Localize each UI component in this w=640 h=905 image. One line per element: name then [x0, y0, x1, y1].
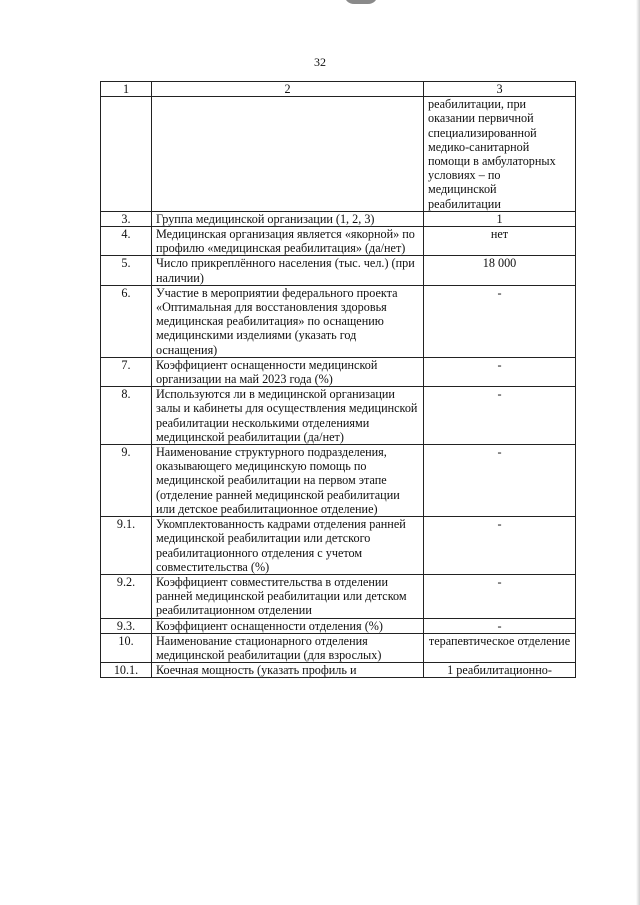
row-text: Наименование стационарного отделения медицинской реабилитации (для взрослых)	[152, 633, 424, 662]
row-text	[152, 97, 424, 212]
table-row	[101, 517, 576, 575]
row-text: Укомплектованность кадрами отделения ранней медицинской реабилитации или детского реабилитационного отделения с учетом совместительства (%)	[152, 517, 424, 575]
row-text: Участие в мероприятии федерального проекта «Оптимальная для восстановления здоровья медицинская реабилитация» по оснащению медицинскими изделиями (указать год оснащения)	[152, 285, 424, 357]
header-cell-2: 2	[152, 82, 424, 97]
table-row	[101, 618, 576, 633]
row-text: Число прикреплённого населения (тыс. чел.) (при наличии)	[152, 256, 424, 285]
row-value: -	[424, 574, 576, 618]
row-value: -	[424, 357, 576, 386]
table-row	[101, 663, 576, 678]
row-number: 5.	[101, 256, 152, 285]
row-number: 9.3.	[101, 618, 152, 633]
row-number: 3.	[101, 211, 152, 226]
table-row	[101, 97, 576, 212]
table-header-row	[101, 82, 576, 97]
row-text: Используются ли в медицинской организации залы и кабинеты для осуществления медицинской реабилитации несколькими отделениями медицинской реабилитации (да/нет)	[152, 387, 424, 445]
row-number: 6.	[101, 285, 152, 357]
row-value: 18 000	[424, 256, 576, 285]
table-row	[101, 445, 576, 517]
scan-mark	[344, 0, 378, 4]
table-row	[101, 387, 576, 445]
row-number: 10.	[101, 633, 152, 662]
row-value: 1 реабилитационно-	[424, 663, 576, 678]
data-table	[100, 81, 576, 678]
row-value: -	[424, 618, 576, 633]
table-row	[101, 256, 576, 285]
row-number: 10.1.	[101, 663, 152, 678]
row-value: терапевтическое отделение	[424, 633, 576, 662]
table-row	[101, 574, 576, 618]
row-value: нет	[424, 227, 576, 256]
row-text: Коэффициент оснащенности отделения (%)	[152, 618, 424, 633]
row-number	[101, 97, 152, 212]
table-row	[101, 285, 576, 357]
row-value: -	[424, 387, 576, 445]
row-number: 8.	[101, 387, 152, 445]
row-text: Коечная мощность (указать профиль и	[152, 663, 424, 678]
table-row	[101, 633, 576, 662]
row-number: 7.	[101, 357, 152, 386]
row-number: 4.	[101, 227, 152, 256]
row-text: Наименование структурного подразделения, оказывающего медицинскую помощь по медицинской реабилитации на первом этапе (отделение ранней медицинской реабилитации или детское реабилитационное отделение)	[152, 445, 424, 517]
row-value: -	[424, 285, 576, 357]
table-row	[101, 357, 576, 386]
row-value: реабилитации, при оказании первичной специализированной медико-санитарной помощи в амбулаторных условиях – по медицинской реабилитации	[424, 97, 576, 212]
row-text: Медицинская организация является «якорной» по профилю «медицинская реабилитация» (да/нет)	[152, 227, 424, 256]
row-text: Коэффициент совместительства в отделении ранней медицинской реабилитации или детском реабилитационном отделении	[152, 574, 424, 618]
row-text: Коэффициент оснащенности медицинской организации на май 2023 года (%)	[152, 357, 424, 386]
page-number: 32	[314, 55, 326, 69]
row-number: 9.2.	[101, 574, 152, 618]
row-value: -	[424, 445, 576, 517]
table-row	[101, 227, 576, 256]
table-row	[101, 211, 576, 226]
scan-edge	[636, 0, 640, 905]
row-value: 1	[424, 211, 576, 226]
header-cell-3: 3	[424, 82, 576, 97]
row-value: -	[424, 517, 576, 575]
header-cell-1: 1	[101, 82, 152, 97]
row-number: 9.1.	[101, 517, 152, 575]
row-number: 9.	[101, 445, 152, 517]
row-text: Группа медицинской организации (1, 2, 3)	[152, 211, 424, 226]
